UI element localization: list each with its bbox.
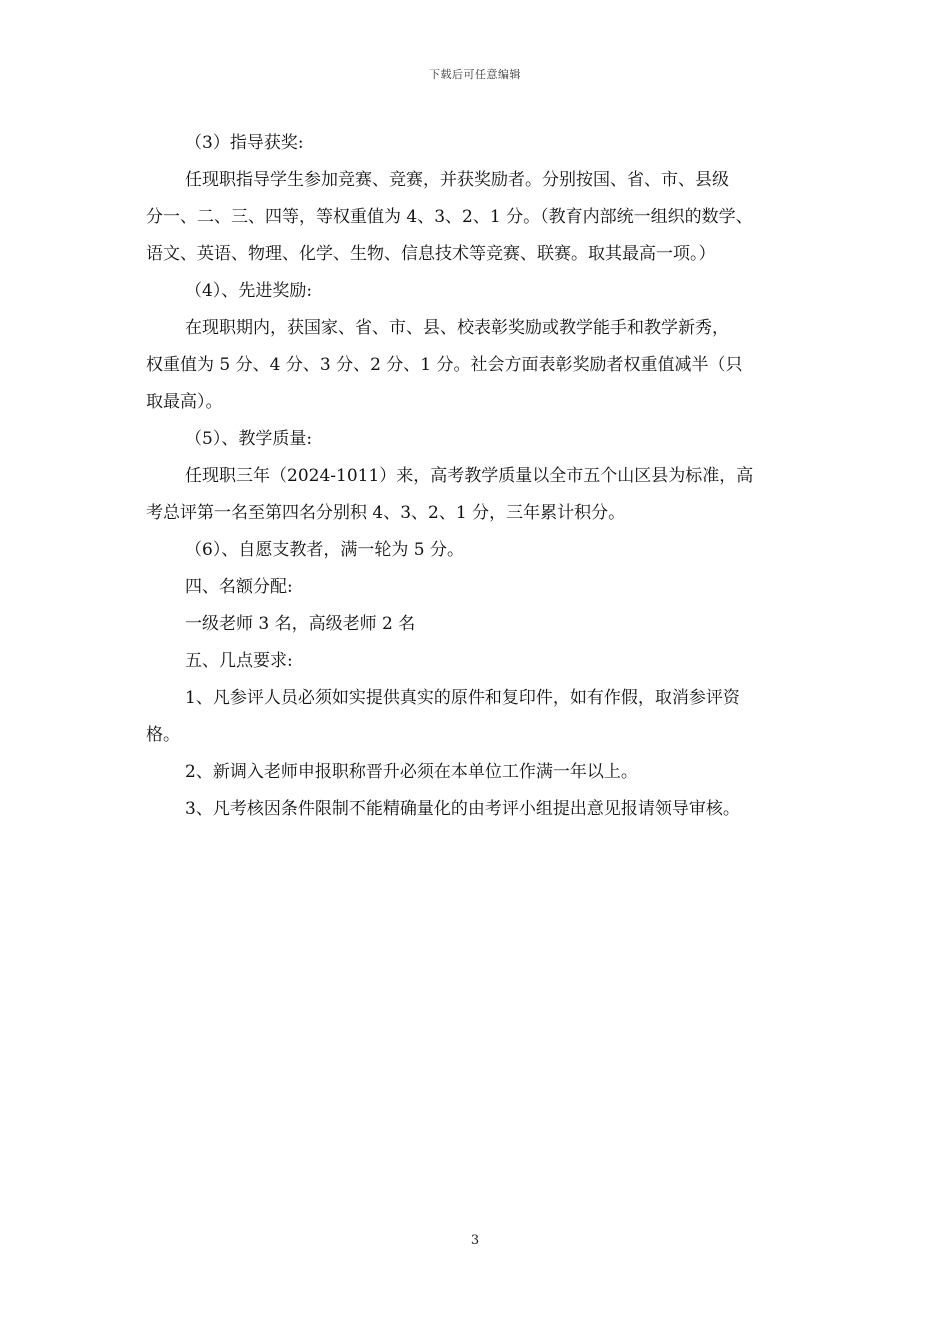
- body-line: 分一、二、三、四等，等权重值为 4、3、2、1 分。（教育内部统一组织的数学、: [146, 207, 753, 227]
- section-heading-awards: （3）指导获奖:: [185, 133, 304, 153]
- body-line: 考总评第一名至第四名分别积 4、3、2、1 分，三年累计积分。: [146, 503, 626, 523]
- section-heading-volunteer-teaching: （6）、自愿支教者，满一轮为 5 分。: [185, 540, 464, 560]
- body-line: 取最高）。: [146, 392, 223, 412]
- document-body: [146, 125, 811, 828]
- section-heading-teaching-quality: （5）、教学质量:: [185, 429, 313, 449]
- body-line: 任现职指导学生参加竞赛、竞赛，并获奖励者。分别按国、省、市、县级: [185, 170, 729, 190]
- section-heading-quota: 四、名额分配:: [185, 577, 293, 597]
- body-line: 语文、英语、物理、化学、生物、信息技术等竞赛、联赛。取其最高一项。）: [146, 244, 716, 264]
- section-heading-advanced-awards: （4）、先进奖励:: [185, 281, 313, 301]
- section-heading-requirements: 五、几点要求:: [185, 651, 293, 671]
- requirement-item: 3、凡考核因条件限制不能精确量化的由考评小组提出意见报请领导审核。: [185, 799, 740, 819]
- requirement-item: 1、凡参评人员必须如实提供真实的原件和复印件，如有作假，取消参评资: [185, 688, 740, 708]
- requirement-item: 2、新调入老师申报职称晋升必须在本单位工作满一年以上。: [185, 762, 638, 782]
- body-line: 一级老师 3 名，高级老师 2 名: [185, 614, 416, 634]
- body-line: 权重值为 5 分、4 分、3 分、2 分、1 分。社会方面表彰奖励者权重值减半（只: [146, 355, 743, 375]
- page-number: 3: [470, 1233, 480, 1248]
- body-line: 任现职三年（2024-1011）来，高考教学质量以全市五个山区县为标准，高: [185, 466, 754, 486]
- body-line: 在现职期内，获国家、省、市、县、校表彰奖励或教学能手和教学新秀，: [185, 318, 729, 338]
- body-line: 格。: [146, 725, 180, 745]
- page-header: 下载后可任意编辑: [429, 68, 521, 81]
